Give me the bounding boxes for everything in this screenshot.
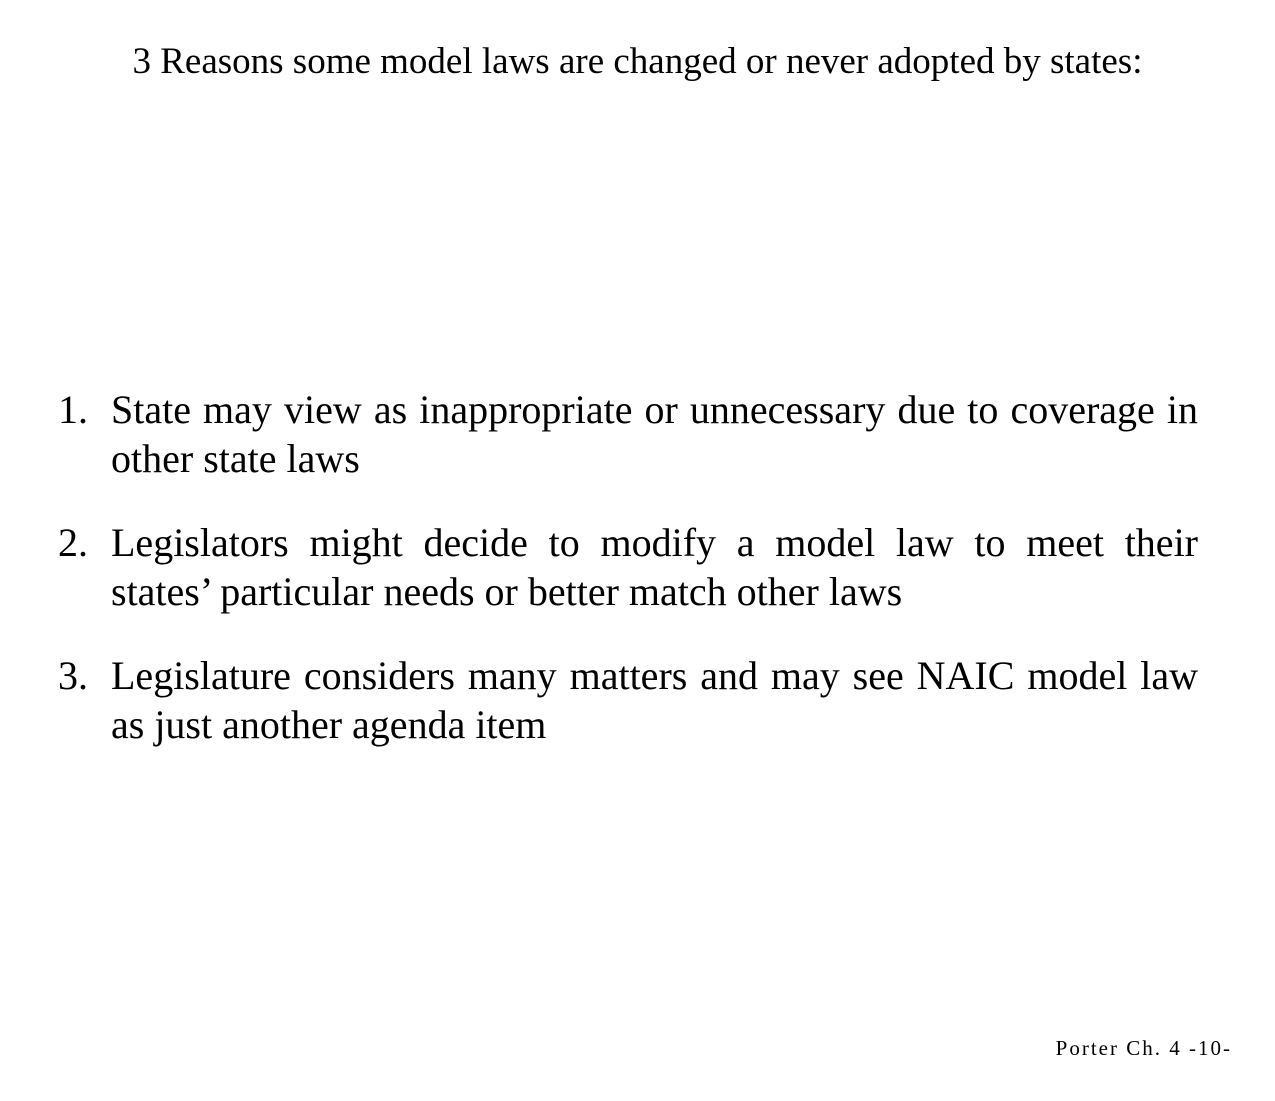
- list-item: [58, 385, 1198, 483]
- reasons-list: [58, 385, 1198, 784]
- list-item-number: 2.: [58, 520, 88, 565]
- page-title: 3 Reasons some model laws are changed or never adopted by states:: [132, 41, 1143, 82]
- list-item-number: 3.: [58, 653, 88, 698]
- list-item-number: 1.: [58, 387, 88, 432]
- list-item-text: Legislators might decide to modify a model law to meet their states’ particular needs or better match other laws: [111, 520, 1198, 614]
- list-item-text: Legislature considers many matters and may see NAIC model law as just another agenda item: [111, 653, 1198, 747]
- list-item: [58, 651, 1198, 749]
- list-item-text: State may view as inappropriate or unnecessary due to coverage in other state laws: [111, 387, 1198, 481]
- page-footer: Porter Ch. 4 -10-: [1055, 1036, 1232, 1060]
- list-item: [58, 518, 1198, 616]
